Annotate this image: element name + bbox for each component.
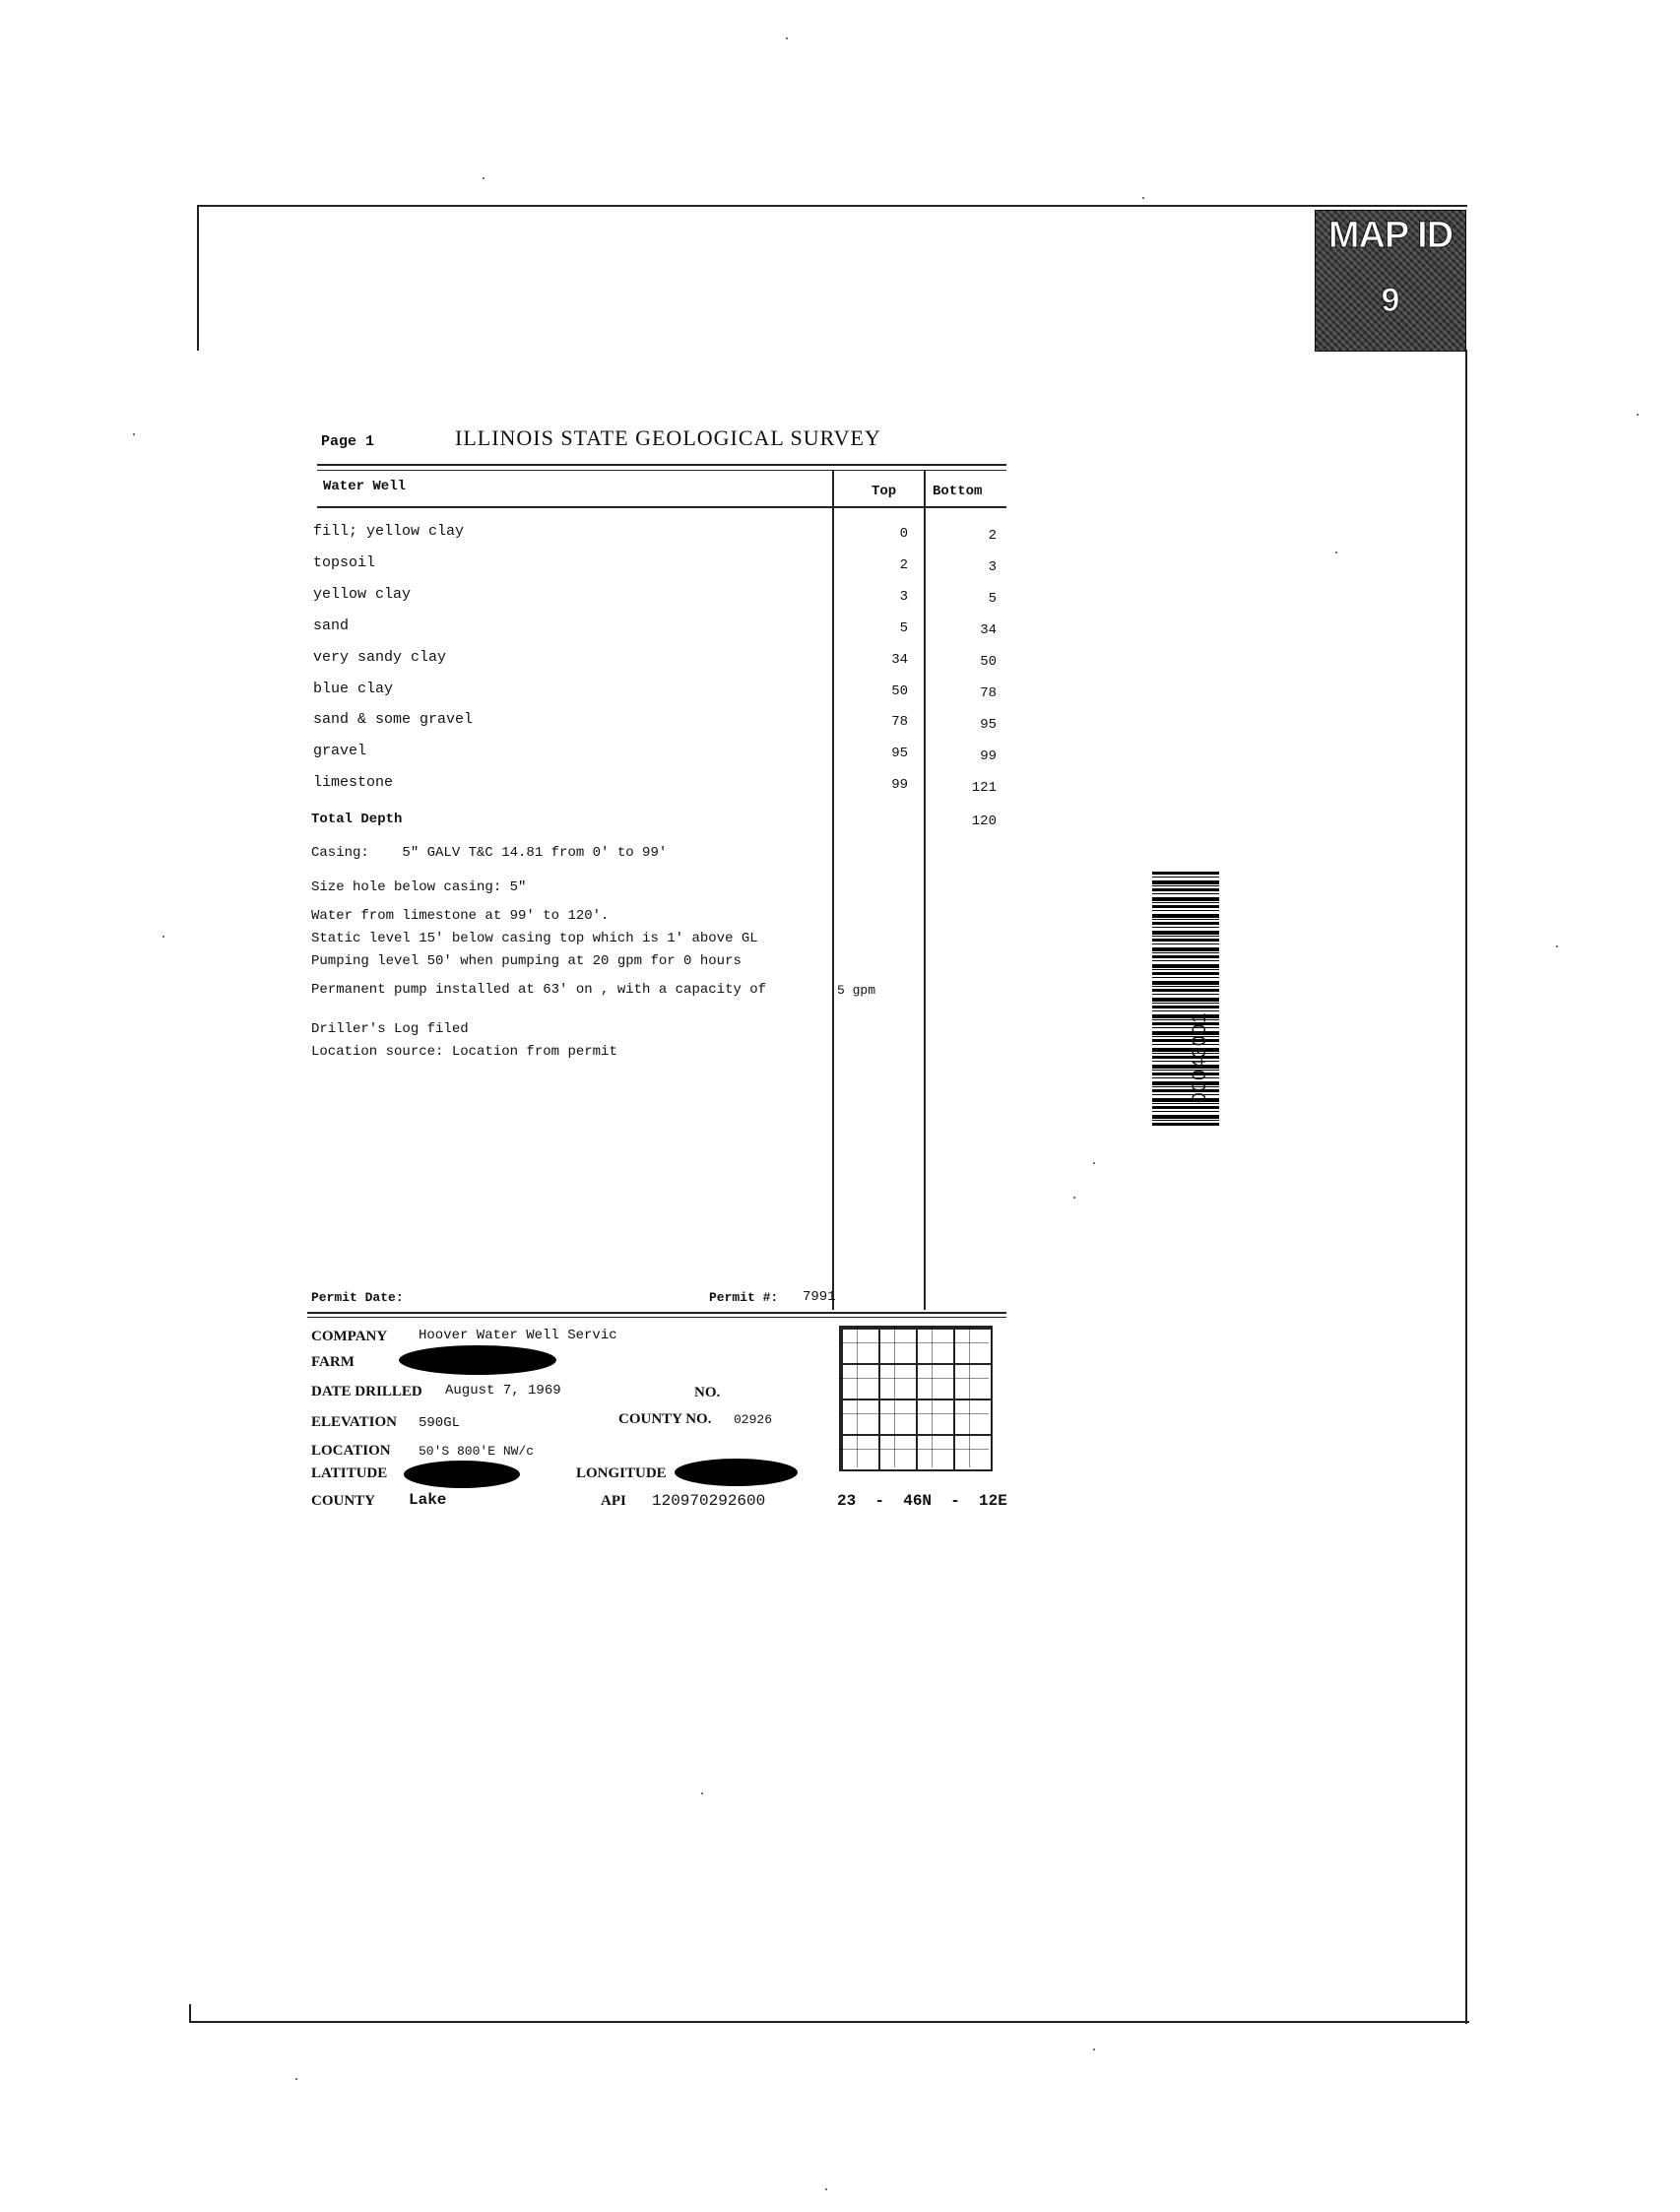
- strata-description: very sandy clay: [313, 649, 447, 666]
- header-rule-top: [317, 464, 1006, 466]
- api-label: API: [601, 1493, 626, 1509]
- longitude-redaction: [675, 1459, 798, 1486]
- strata-description: blue clay: [313, 681, 394, 697]
- column-header-description: Water Well: [323, 479, 407, 494]
- strata-top: 78: [891, 714, 908, 730]
- water-from-note: Water from limestone at 99' to 120'.: [311, 908, 610, 924]
- total-depth-value: 120: [971, 813, 997, 829]
- strata-top: 99: [891, 777, 908, 793]
- pumping-level-note: Pumping level 50' when pumping at 20 gpm for 0 hours: [311, 953, 742, 969]
- header-rule-top-2: [317, 470, 1006, 471]
- strata-top: 95: [891, 746, 908, 761]
- permit-number: 7991: [803, 1289, 836, 1305]
- page-frame-right: [1465, 350, 1467, 2024]
- farm-label: FARM: [311, 1354, 355, 1370]
- strata-top: 50: [891, 683, 908, 699]
- strata-bottom: 78: [980, 685, 997, 701]
- casing-note: Casing: 5" GALV T&C 14.81 from 0' to 99': [311, 845, 668, 861]
- strata-top: 2: [899, 557, 908, 573]
- strata-bottom: 121: [971, 780, 997, 796]
- barcode-number: 00043001: [1190, 1011, 1210, 1103]
- strata-bottom: 34: [980, 622, 997, 638]
- document-title: ILLINOIS STATE GEOLOGICAL SURVEY: [455, 425, 881, 450]
- township-range: 23 - 46N - 12E: [837, 1492, 1007, 1510]
- strata-bottom: 95: [980, 717, 997, 733]
- size-hole-note: Size hole below casing: 5": [311, 879, 527, 895]
- location-label: LOCATION: [311, 1443, 391, 1459]
- date-drilled-value: August 7, 1969: [445, 1383, 561, 1399]
- footer-rule-top: [307, 1312, 1006, 1314]
- page-frame-top: [197, 205, 1467, 207]
- scan-speck: [133, 433, 135, 435]
- strata-bottom: 5: [988, 591, 997, 607]
- strata-bottom: 3: [988, 559, 997, 575]
- pump-capacity: 5 gpm: [837, 983, 876, 998]
- page-frame-bottom: [189, 2021, 1469, 2023]
- scan-speck: [162, 936, 164, 938]
- section-grid-dots: [839, 1326, 989, 1467]
- strata-top: 3: [899, 589, 908, 605]
- permanent-pump-note: Permanent pump installed at 63' on , with a capacity of: [311, 982, 767, 998]
- scan-speck: [1637, 414, 1639, 416]
- page-number: Page 1: [321, 433, 375, 450]
- county-no-label: COUNTY NO.: [618, 1411, 712, 1427]
- company-value: Hoover Water Well Servic: [419, 1328, 617, 1343]
- latitude-redaction: [404, 1461, 520, 1488]
- column-header-bottom: Bottom: [933, 484, 983, 499]
- api-value: 120970292600: [652, 1492, 766, 1510]
- strata-description: yellow clay: [313, 586, 412, 603]
- scan-speck: [701, 1792, 703, 1794]
- drillers-log-note: Driller's Log filed: [311, 1021, 469, 1037]
- page-frame-left: [197, 205, 199, 351]
- location-source-note: Location source: Location from permit: [311, 1044, 617, 1060]
- strata-description: sand: [313, 618, 350, 634]
- longitude-label: LONGITUDE: [576, 1465, 667, 1481]
- permit-date-label: Permit Date:: [311, 1290, 404, 1305]
- latitude-label: LATITUDE: [311, 1465, 388, 1481]
- date-drilled-label: DATE DRILLED: [311, 1384, 422, 1399]
- scan-speck: [1073, 1197, 1075, 1199]
- no-label: NO.: [694, 1385, 721, 1400]
- scan-speck: [825, 2188, 827, 2190]
- scan-speck: [1093, 1162, 1095, 1164]
- footer-rule-top-2: [307, 1317, 1006, 1318]
- map-id-stamp-title: MAP ID: [1327, 215, 1454, 256]
- map-id-stamp: [1315, 210, 1466, 352]
- strata-bottom: 50: [980, 654, 997, 670]
- county-no-value: 02926: [734, 1412, 773, 1427]
- strata-bottom: 99: [980, 748, 997, 764]
- scan-speck: [1556, 945, 1558, 947]
- location-value: 50'S 800'E NW/c: [419, 1444, 535, 1459]
- elevation-label: ELEVATION: [311, 1414, 397, 1430]
- strata-bottom: 2: [988, 528, 997, 544]
- farm-redaction: [399, 1345, 556, 1375]
- strata-description: fill; yellow clay: [313, 523, 465, 540]
- page-frame-left-bottom: [189, 2004, 191, 2022]
- scan-speck: [786, 37, 788, 39]
- strata-description: gravel: [313, 743, 367, 759]
- scan-speck: [1142, 197, 1144, 199]
- county-value: Lake: [409, 1491, 447, 1509]
- elevation-value: 590GL: [419, 1415, 461, 1431]
- county-label: COUNTY: [311, 1493, 376, 1509]
- strata-description: topsoil: [313, 554, 376, 571]
- strata-description: sand & some gravel: [313, 711, 474, 728]
- static-level-note: Static level 15' below casing top which is 1' above GL: [311, 931, 758, 946]
- strata-top: 0: [899, 526, 908, 542]
- scan-speck: [483, 177, 485, 179]
- total-depth-label: Total Depth: [311, 812, 403, 827]
- scan-speck: [1335, 552, 1337, 553]
- strata-top: 34: [891, 652, 908, 668]
- header-rule-bottom: [317, 506, 1006, 508]
- map-id-stamp-number: 9: [1381, 282, 1400, 319]
- company-label: COMPANY: [311, 1329, 388, 1344]
- scan-speck: [1093, 2049, 1095, 2050]
- strata-top: 5: [899, 620, 908, 636]
- permit-number-label: Permit #:: [709, 1290, 779, 1305]
- strata-description: limestone: [313, 774, 394, 791]
- scan-speck: [295, 2078, 297, 2080]
- column-header-top: Top: [872, 484, 897, 499]
